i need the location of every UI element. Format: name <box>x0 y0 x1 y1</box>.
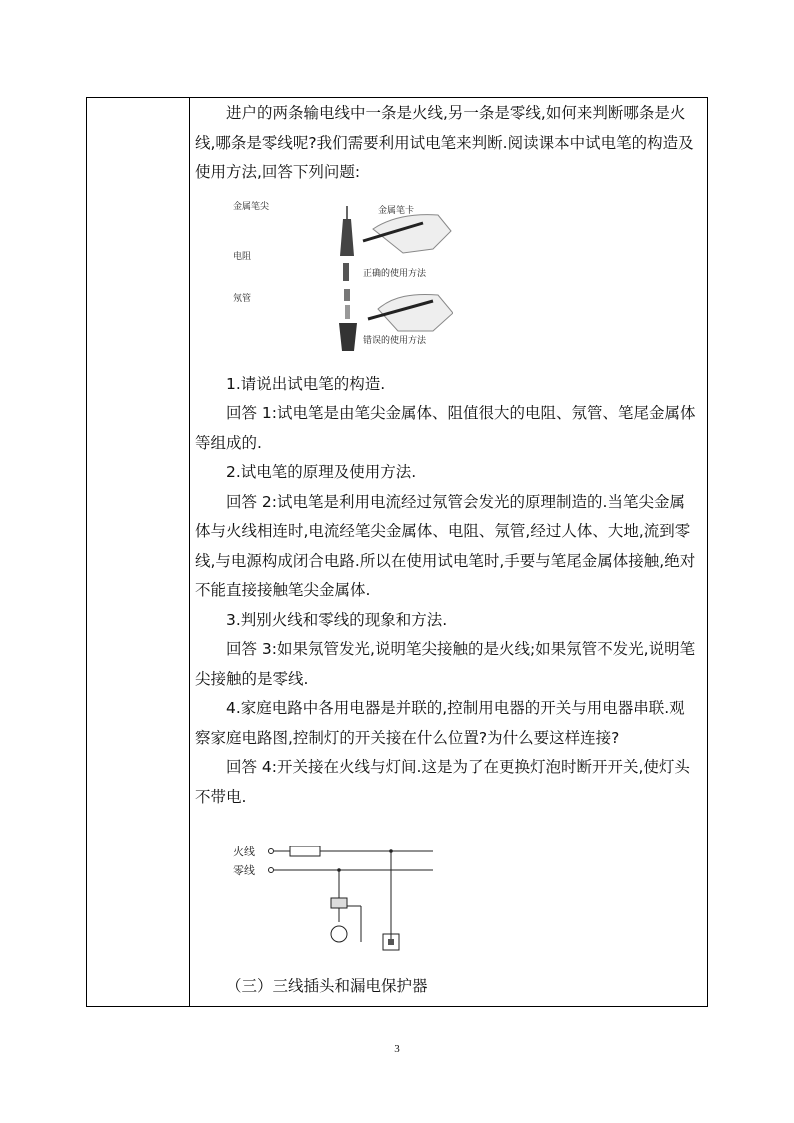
answer-4: 回答 4:开关接在火线与灯间.这是为了在更换灯泡时断开开关,使灯头不带电. <box>195 758 690 806</box>
question-2: 2.试电笔的原理及使用方法. <box>226 463 417 481</box>
answer-3: 回答 3:如果氖管发光,说明笔尖接触的是火线;如果氖管不发光,说明笔尖接触的是零线. <box>195 640 696 688</box>
spring-part <box>344 289 350 301</box>
caption-correct: 正确的使用方法 <box>363 269 427 279</box>
bulb-icon <box>331 926 347 942</box>
switch-button <box>388 939 394 945</box>
question-3: 3.判别火线和零线的现象和方法. <box>226 610 448 629</box>
neon-part <box>345 305 350 319</box>
answer-2: 回答 2:试电笔是利用电流经过氖管会发光的原理制造的.当笔尖金属体与火线相连时,电流经笔尖金属体、电阻、氖管,经过人体、大地,流到零线,与电源构成闭合电路.所以在使用试电笔时,手要与笔尾金属体接触,绝对不能直接接触笔尖金属体. <box>195 492 696 599</box>
caption-wrong: 错误的使用方法 <box>363 336 427 346</box>
label-resistor: 电阻 <box>233 252 252 262</box>
live-terminal <box>269 849 274 854</box>
test-pen-figure <box>233 201 453 351</box>
question-4: 4.家庭电路中各用电器是并联的,控制用电器的开关与用电器串联.观察家庭电路图,控制灯的开关接在什么位置?为什么要这样连接? <box>195 699 685 747</box>
page-number: 3 <box>394 1043 400 1055</box>
label-metal-tip: 金属笔尖 <box>233 202 270 212</box>
fuse <box>290 846 320 856</box>
label-metal-clip: 金属笔卡 <box>378 206 415 216</box>
answer-1: 回答 1:试电笔是由笔尖金属体、阻值很大的电阻、氖管、笔尾金属体等组成的. <box>195 404 696 452</box>
pen-cap-part <box>339 323 357 351</box>
label-neutral-wire: 零线 <box>233 864 255 877</box>
resistor-part <box>343 263 349 281</box>
pen-tip-body <box>340 219 354 256</box>
intro-paragraph: 进户的两条输电线中一条是火线,另一条是零线,如何来判断哪条是火线,哪条是零线呢?我们需要利用试电笔来判断.阅读课本中试电笔的构造及使用方法,回答下列问题: <box>195 104 694 181</box>
content-table <box>86 97 708 1007</box>
section-heading: （三）三线插头和漏电保护器 <box>226 977 428 995</box>
column-divider <box>189 98 190 1006</box>
question-1: 1.请说出试电笔的构造. <box>226 374 386 393</box>
lamp-holder <box>331 898 347 908</box>
circuit-diagram <box>233 846 433 954</box>
label-live-wire: 火线 <box>233 846 255 858</box>
neutral-terminal <box>269 868 274 873</box>
label-neon-tube: 氖管 <box>233 294 252 304</box>
